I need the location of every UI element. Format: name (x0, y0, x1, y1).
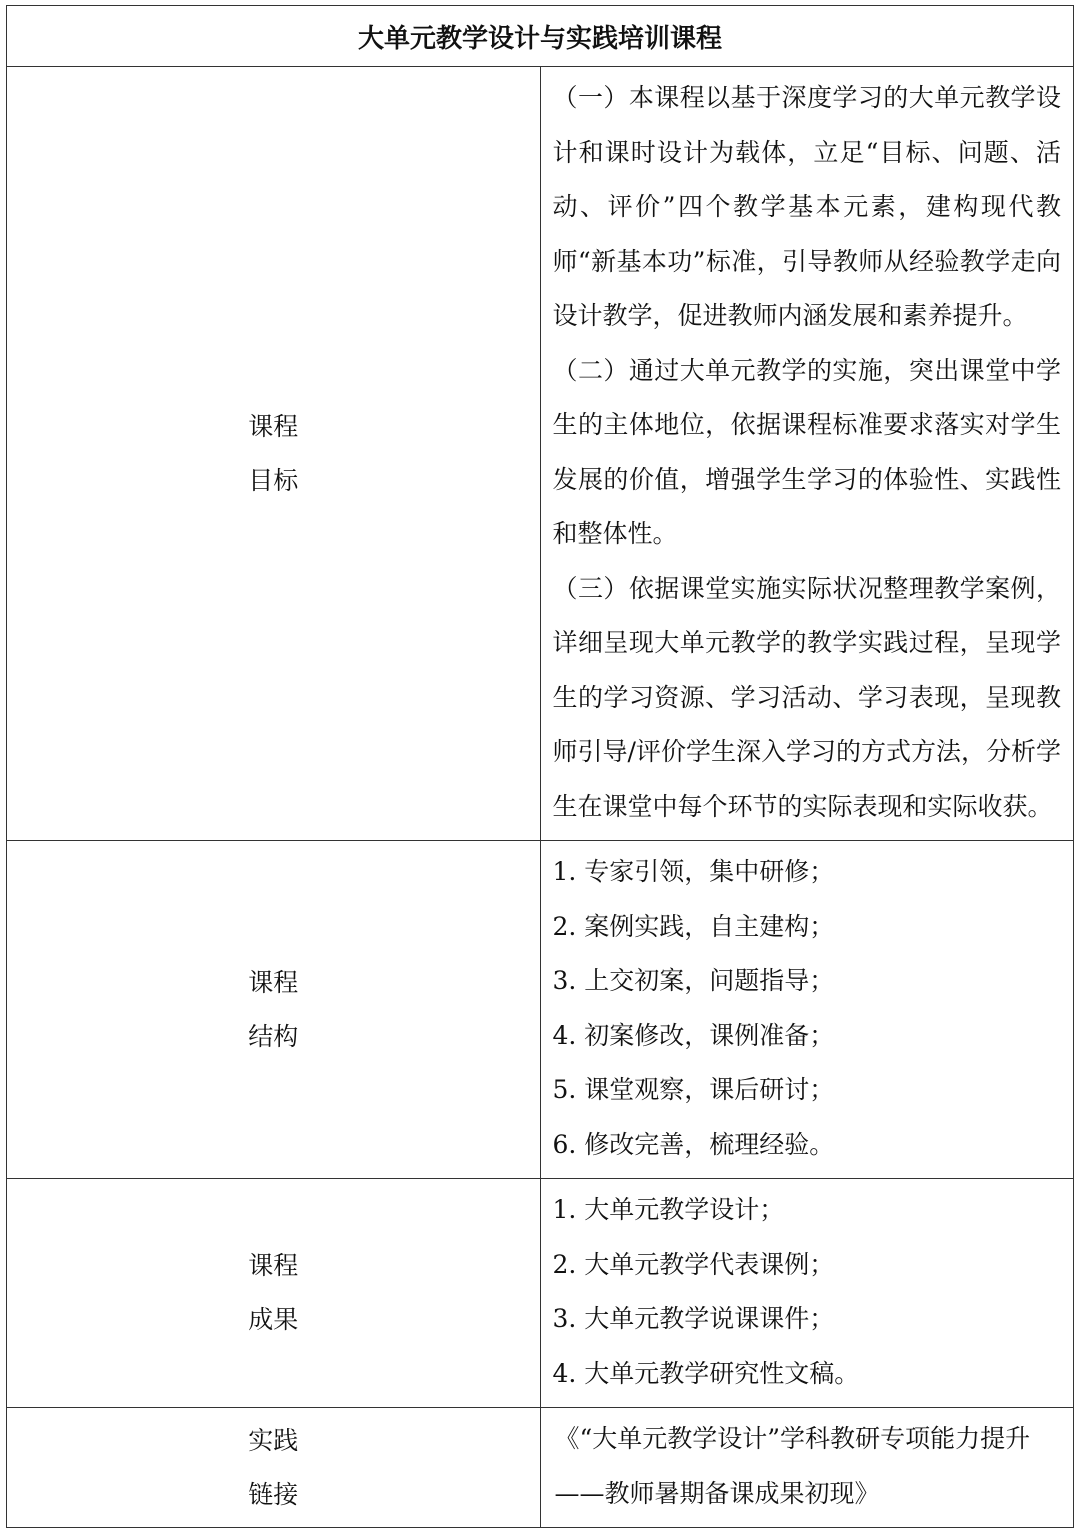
structure-item: 6. 修改完善，梳理经验。 (552, 1129, 835, 1159)
results-item: 3. 大单元教学说课课件； (552, 1304, 835, 1333)
results-label-line2: 成果 (248, 1305, 299, 1334)
practice-link-content (540, 1408, 1074, 1528)
structure-row (7, 841, 1074, 1179)
course-table (6, 5, 1074, 1528)
practice-link-row (7, 1408, 1074, 1528)
results-item: 2. 大单元教学代表课例； (552, 1249, 835, 1279)
structure-content (540, 841, 1074, 1179)
structure-item: 1. 专家引领，集中研修； (552, 857, 835, 886)
goals-paragraph-3: （三）依据课堂实施实际状况整理教学案例，详细呈现大单元教学的教学实践过程，呈现学生的学习资源、学习活动、学习表现，呈现教师引导/评价学生深入学习的方式方法，分析学生在课堂中每个环节的实际表现和实际收获。 (552, 573, 1061, 821)
goals-paragraph-1: （一）本课程以基于深度学习的大单元教学设计和课时设计为载体，立足“目标、问题、活动、评价”四个教学基本元素，建构现代教师“新基本功”标准，引导教师从经验教学走向设计教学，促进教师内涵发展和素养提升。 (552, 83, 1061, 330)
practice-link-label (7, 1408, 541, 1528)
results-label (7, 1179, 541, 1408)
structure-item: 4. 初案修改，课例准备； (552, 1020, 835, 1050)
structure-item: 3. 上交初案，问题指导； (552, 966, 835, 995)
results-row (7, 1179, 1074, 1408)
table-title: 大单元教学设计与实践培训课程 (7, 6, 1074, 67)
structure-label-line2: 结构 (248, 1021, 299, 1051)
structure-item: 2. 案例实践，自主建构； (552, 911, 835, 941)
goals-label-line1: 课程 (248, 411, 299, 441)
results-item: 1. 大单元教学设计； (552, 1195, 785, 1224)
title-row (7, 6, 1074, 67)
goals-paragraph-2: （二）通过大单元教学的实施，突出课堂中学生的主体地位，依据课程标准要求落实对学生发展的价值，增强学生学习的体验性、实践性和整体性。 (552, 355, 1061, 548)
goals-row (7, 67, 1074, 841)
results-content (540, 1179, 1074, 1408)
practice-link-text[interactable]: 《“大单元教学设计”学科教研专项能力提升——教师暑期备课成果初现》 (554, 1424, 1031, 1508)
results-item: 4. 大单元教学研究性文稿。 (552, 1358, 860, 1388)
structure-label (7, 841, 541, 1179)
results-label-line1: 课程 (248, 1251, 299, 1280)
structure-item: 5. 课堂观察，课后研讨； (552, 1075, 835, 1104)
structure-label-line1: 课程 (248, 967, 299, 997)
goals-label-line2: 目标 (248, 465, 299, 495)
goals-label (7, 67, 541, 841)
practice-link-label-line1: 实践 (248, 1425, 299, 1455)
goals-content (540, 67, 1074, 841)
practice-link-label-line2: 链接 (248, 1479, 299, 1509)
